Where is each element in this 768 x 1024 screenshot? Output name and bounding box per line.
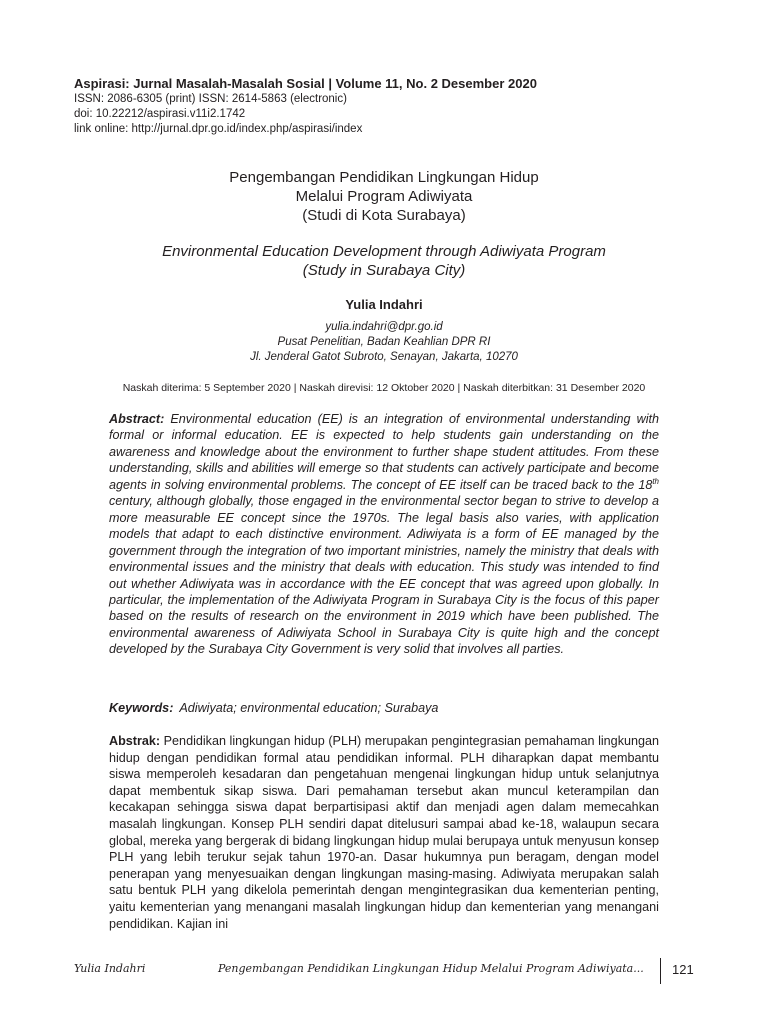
abstract-english-label: Abstract:: [109, 412, 165, 426]
title-id-line-3: (Studi di Kota Surabaya): [302, 207, 466, 224]
submission-dates: Naskah diterima: 5 September 2020 | Naskah direvisi: 12 Oktober 2020 | Naskah diterbitkan: 31 Desember 2020: [122, 382, 646, 394]
article-title-indonesian: [84, 168, 684, 225]
abstract-english-text-1: Environmental education (EE) is an integration of environmental understanding with formal or informal education. EE is expected to help students gain understanding on the awareness and knowledge about the environment to further shape student attitudes. From these understanding, skills and abilities will emerge so that students can actively participate and become agents in solving environmental problems. The concept of EE itself can be traced back to the 18: [109, 412, 660, 492]
footer-author: Yulia Indahri: [74, 962, 146, 975]
abstract-english: [109, 411, 659, 658]
keywords: [109, 700, 669, 716]
author-address: Jl. Jenderal Gatot Subroto, Senayan, Jakarta, 10270: [250, 351, 518, 363]
title-id-line-1: Pengembangan Pendidikan Lingkungan Hidup: [229, 169, 539, 186]
footer-running-title: Pengembangan Pendidikan Lingkungan Hidup Melalui Program Adiwiyata...: [218, 962, 644, 975]
author-affiliation: [84, 320, 684, 365]
page-footer: [0, 958, 768, 988]
footer-divider: [660, 958, 661, 984]
journal-link[interactable]: link online: http://jurnal.dpr.go.id/index.php/aspirasi/index: [74, 123, 363, 135]
abstract-english-text-2: century, although globally, those engaged in the environmental sector began to strive to develop a more measurable EE concept since the 1970s. The legal basis also varies, with application models that adapt to each distinctive environment. Adiwiyata is a form of EE managed by the government through the integration of two important ministries, namely the ministry that deals with environmental issues and the ministry that deals with education. This study was intended to find out whether Adiwiyata was in accordance with the EE concept that was agreed upon globally. In particular, the implementation of the Adiwiyata Program in Surabaya City is the focus of this paper based on the results of research on the environment in 2019 which have been published. The environmental awareness of Adiwiyata School in Surabaya City is quite high and the concept developed by the Surabaya City Government is very solid that involves all parties.: [109, 494, 659, 657]
abstract-english-superscript: th: [652, 476, 659, 486]
title-en-line-2: (Study in Surabaya City): [302, 262, 466, 279]
keywords-value: Adiwiyata; environmental education; Surabaya: [179, 701, 439, 715]
author-email[interactable]: yulia.indahri@dpr.go.id: [325, 321, 443, 333]
abstract-indonesian: [109, 733, 659, 932]
keywords-label: Keywords:: [109, 701, 174, 715]
journal-title: Aspirasi: Jurnal Masalah-Masalah Sosial | Volume 11, No. 2 Desember 2020: [74, 76, 537, 91]
journal-issn: ISSN: 2086-6305 (print) ISSN: 2614-5863 (electronic): [74, 93, 347, 105]
author-name: Yulia Indahri: [345, 297, 423, 312]
page-number: 121: [672, 962, 694, 977]
journal-doi[interactable]: doi: 10.22212/aspirasi.v11i2.1742: [74, 108, 246, 120]
article-title-english: [84, 242, 684, 280]
title-id-line-2: Melalui Program Adiwiyata: [295, 188, 473, 205]
title-en-line-1: Environmental Education Development through Adiwiyata Program: [162, 243, 606, 260]
abstract-indonesian-label: Abstrak:: [109, 734, 161, 748]
journal-header: [74, 76, 694, 137]
author-institution: Pusat Penelitian, Badan Keahlian DPR RI: [277, 336, 491, 348]
abstract-indonesian-text: Pendidikan lingkungan hidup (PLH) merupakan pengintegrasian pemahaman lingkungan hidup dengan pendidikan formal atau pendidikan informal. PLH diharapkan dapat membantu siswa memperoleh kesadaran dan pengetahuan mengenai lingkungan hidup untuk selanjutnya dapat membentuk sikap siswa. Dari pemahaman tersebut akan muncul keterampilan dan kecakapan sehingga siswa dapat berpartisipasi aktif dan menjadi agen dalam memecahkan masalah lingkungan. Konsep PLH sendiri dapat ditelusuri sampai abad ke-18, walaupun secara global, mereka yang bergerak di bidang lingkungan hidup mulai berupaya untuk menyusun konsep PLH yang lebih terukur sejak tahun 1970-an. Dasar hukumnya pun beragam, dengan model penerapan yang menyesuaikan dengan lingkungan masing-masing. Adiwiyata merupakan salah satu bentuk PLH yang dikelola pemerintah dengan mengintegrasikan dua kementerian penting, yaitu kementerian yang menangani masalah lingkungan hidup dan kementerian yang menangani pendidikan. Kajian ini: [109, 734, 660, 931]
